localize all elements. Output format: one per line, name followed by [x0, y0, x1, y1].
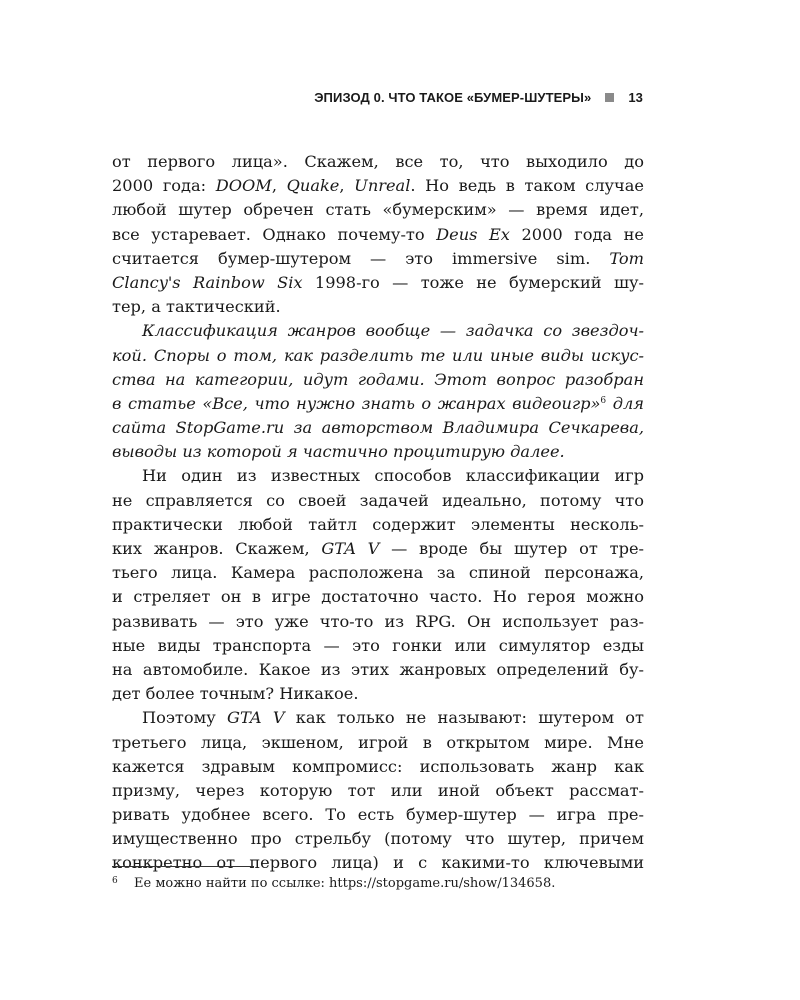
text-line: любой шутер обречен стать «бумерским» — время идет, — [112, 200, 644, 220]
text-line: кой. Споры о том, как разделить те или иные виды искус- — [112, 345, 644, 365]
text-line: на автомобиле. Какое из этих жанровых определений бу- — [112, 659, 644, 679]
text-line: не справляется со своей задачей идеально, потому что — [112, 490, 644, 510]
game-title: Deus Ex — [436, 224, 510, 244]
paragraph-3 — [112, 464, 644, 706]
game-title: Tom — [609, 248, 644, 268]
game-title: Clancy's Rainbow Six — [112, 272, 303, 292]
footnote-text: Ее можно найти по ссылке: https://stopgame.ru/show/134658. — [134, 876, 556, 891]
text-line: кажется здравым компромисс: использовать жанр как — [112, 756, 644, 776]
text-line: конкретно от первого лица) и с какими-то ключевыми — [112, 853, 644, 873]
text-line: Clancy's Rainbow Six 1998-го — тоже не бумерский шу- — [112, 272, 644, 292]
text-line: от первого лица». Скажем, все то, что выходило до — [112, 152, 644, 171]
footnote — [112, 876, 652, 891]
text-line: тер, а тактический. — [112, 297, 281, 317]
text-line: призму, через которую тот или иной объект рассмат- — [112, 780, 644, 800]
running-head — [314, 90, 643, 105]
text-line: Ни один из известных способов классификации игр — [142, 466, 644, 486]
text-line: ких жанров. Скажем, GTA V — вроде бы шутер от тре- — [112, 539, 644, 558]
text-line: развивать — это уже что-то из RPG. Он использует раз- — [112, 611, 644, 631]
text-line: 2000 года: DOOM, Quake, Unreal. Но ведь в таком случае — [112, 176, 644, 196]
footnote-marker: 6 — [112, 876, 118, 886]
running-title: ЭПИЗОД 0. ЧТО ТАКОЕ «БУМЕР-ШУТЕРЫ» — [314, 90, 592, 105]
text-line: считается бумер-шутером — это immersive sim. Tom — [112, 248, 644, 268]
text-line: и стреляет он в игре достаточно часто. Но героя можно — [112, 587, 644, 607]
game-title: GTA V — [321, 539, 380, 558]
text-line: сайта StopGame.ru за авторством Владимира Сечкарева, — [112, 418, 644, 438]
text-line: ные виды транспорта — это гонки или симулятор езды — [112, 635, 644, 655]
text-line: ривать удобнее всего. То есть бумер-шутер — игра пре- — [112, 805, 644, 825]
footnote-divider — [112, 866, 254, 867]
paragraph-1 — [112, 150, 644, 319]
header-square-marker — [605, 93, 614, 102]
body-text — [112, 150, 644, 876]
text-line: дет более точным? Никакое. — [112, 684, 359, 704]
text-line: практически любой тайтл содержит элементы несколь- — [112, 514, 644, 534]
text-line: в статье «Все, что нужно знать о жанрах видеоигр»$^6$ для — [112, 393, 644, 413]
text-line: все устаревает. Однако почему-то Deus Ex 2000 года не — [112, 224, 644, 244]
paragraph-4 — [112, 706, 644, 875]
game-title: GTA V — [227, 708, 285, 728]
paragraph-2-italic — [112, 319, 644, 464]
text-line: ства на категории, идут годами. Этот вопрос разобран — [112, 369, 644, 389]
game-title: DOOM — [215, 176, 272, 196]
footnote-ref: 6 — [600, 395, 607, 406]
game-title: Unreal — [354, 176, 411, 196]
game-title: Quake — [286, 176, 340, 196]
text-line: Поэтому GTA V как только не называют: шутером от — [142, 708, 645, 728]
text-line: тьего лица. Камера расположена за спиной персонажа, — [112, 563, 644, 583]
text-line: имущественно про стрельбу (потому что шутер, причем — [112, 829, 644, 849]
text-line: выводы из которой я частично процитирую далее. — [112, 442, 565, 462]
page-number: 13 — [628, 90, 643, 105]
text-line: Классификация жанров вообще — задачка со звездоч- — [142, 321, 644, 341]
text-line: третьего лица, экшеном, игрой в открытом мире. Мне — [112, 732, 644, 752]
